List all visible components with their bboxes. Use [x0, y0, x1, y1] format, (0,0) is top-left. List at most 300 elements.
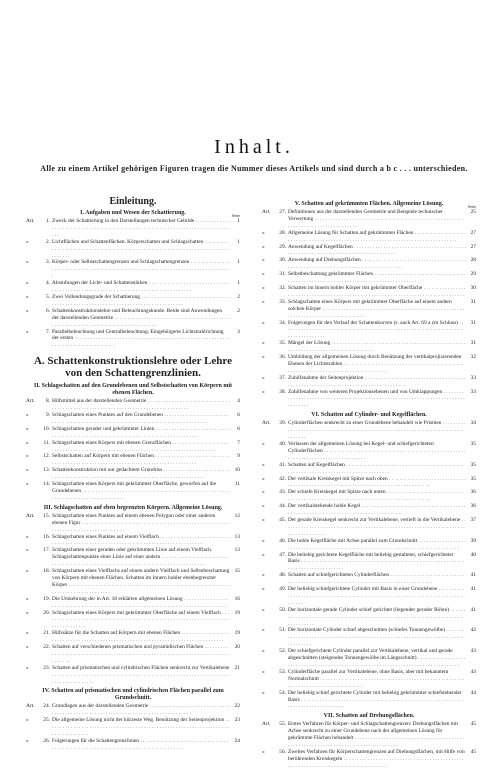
- toc-entry: [262, 420, 476, 441]
- entry-text: [288, 354, 466, 375]
- entry-page: 31: [470, 340, 476, 347]
- entry-number: 38.: [279, 388, 286, 395]
- entry-prefix: Art.: [262, 420, 271, 427]
- entry-prefix: »: [26, 609, 29, 616]
- entry-prefix: Art.: [262, 721, 271, 728]
- entry-title: Der vertikalstehende hohle Kegel . . .: [288, 503, 465, 516]
- entry-title: Schatten auf schiefgerichteten Cylinderflächen . . .: [288, 572, 465, 585]
- entry-prefix: »: [26, 644, 29, 651]
- entry-number: 21.: [43, 630, 50, 637]
- entry-page: 2: [237, 293, 240, 300]
- entry-number: 32.: [279, 284, 286, 291]
- entry-page: 42: [470, 627, 476, 634]
- entry-page: 12: [234, 512, 240, 519]
- entry-prefix: »: [26, 453, 29, 460]
- entry-title: Schlagschatten eines Körpers mit gekrümmter Oberfläche auf einem Vielflach . . .: [52, 610, 229, 630]
- entry-prefix: »: [26, 630, 29, 637]
- entry-prefix: »: [26, 307, 29, 314]
- entry-title: Selbstschatten auf Körpern mit ebenen Flächen . . .: [52, 453, 229, 466]
- entry-number: 46.: [279, 537, 286, 544]
- entry-text: [288, 271, 466, 285]
- entry-number: 54.: [279, 689, 286, 696]
- entry-number: 25.: [43, 717, 50, 724]
- entry-number: 52.: [279, 648, 286, 655]
- entry-title: Schatten auf prismatischen und cylindrischen Flächen senkrecht zur Vertikalebene . . .: [52, 665, 229, 685]
- entry-page: 31: [470, 319, 476, 326]
- toc-entry: [26, 596, 240, 610]
- entry-prefix: Art.: [26, 398, 35, 405]
- entry-text: [52, 703, 230, 717]
- entry-text: [52, 440, 230, 454]
- entry-prefix: »: [26, 259, 29, 266]
- entry-title: Der horizontale gerade Cylinder schief gerichtet (liegender gerader Röhre) . . .: [288, 607, 465, 627]
- entry-text: [288, 517, 466, 538]
- part-a-heading: A. Schattenkonstruktionslehre oder Lehre von den Schattengrenzlinien.: [33, 355, 232, 380]
- entry-title: Schatten auf verschiedenen prismatischen und pyramidischen Flächen . . .: [52, 644, 229, 664]
- entry-text: [288, 209, 466, 230]
- entry-text: [288, 462, 466, 476]
- entry-title: Abstufungen der Licht- und Schattenstärken . . .: [52, 280, 228, 293]
- toc-entry: [262, 489, 476, 503]
- toc-entry: [262, 375, 476, 389]
- entry-prefix: »: [26, 481, 29, 488]
- entry-number: 26.: [43, 738, 50, 744]
- entry-text: [52, 717, 230, 738]
- entry-title: Körper- oder Selbstschattengrenzen und Schlagschattengrenzen . . .: [52, 259, 230, 279]
- entry-text: [288, 669, 466, 690]
- entry-prefix: »: [26, 568, 29, 575]
- section-heading: III. Schlagschatten auf eben begrenzten Körpern. Allgemeine Lösung.: [43, 504, 223, 511]
- entry-number: 28.: [279, 229, 286, 236]
- toc-entry: [26, 534, 240, 548]
- entry-text: [288, 586, 466, 607]
- entry-prefix: »: [262, 229, 265, 236]
- entry-prefix: »: [262, 271, 265, 278]
- entry-page: 45: [470, 748, 476, 755]
- entry-page: 1: [237, 259, 240, 266]
- entry-title: Die Umkehrung der in Art. 18 erklärten allgemeinen Lösung . . .: [52, 596, 229, 609]
- entry-title: Parallelbeleuchtung und Centralbeleuchtung. Eingebürgerte Lichtstrahlrichtung der ersten . . .: [52, 329, 229, 349]
- entry-number: 33.: [279, 298, 286, 305]
- entry-title: Definitionen aus der darstellenden Geometrie und Beispiele technischer Verwertung . . .: [288, 209, 464, 229]
- entry-page: 33: [470, 388, 476, 395]
- entry-title: Hilfssätze für die Schatten auf Körpern mit ebenen Flächen . . .: [52, 630, 229, 643]
- section-heading: IV. Schatten auf prismatischen und cylindrischen Flächen parallel zum Grundschnitt.: [42, 688, 224, 702]
- entry-page: 16: [234, 595, 240, 602]
- toc-entry: [262, 441, 476, 462]
- entry-prefix: »: [26, 412, 29, 419]
- toc-entry: [262, 607, 476, 628]
- entry-number: 16.: [43, 533, 50, 540]
- entry-number: 48.: [279, 572, 286, 579]
- entry-title: Schlagschatten einer geraden oder gekrümmten Linie auf einem Vielflach. Schlagschattenpunkte einer Linie auf einer andern . . .: [52, 547, 228, 567]
- toc-entry: [26, 467, 240, 481]
- entry-number: 7.: [45, 328, 50, 335]
- toc-entry: [262, 244, 476, 258]
- entry-page: 32: [470, 354, 476, 361]
- entry-prefix: »: [262, 319, 265, 326]
- entry-page: 36: [470, 503, 476, 510]
- entry-text: [52, 568, 230, 596]
- entry-title: Allgemeine Lösung für Schatten auf gekrümmten Flächen . . .: [288, 230, 465, 243]
- entry-number: 3.: [45, 259, 50, 266]
- entry-number: 2.: [45, 238, 50, 245]
- entry-title: Folgerungen für die Schattengrenzlinien . . .: [52, 738, 228, 751]
- entry-title: Schatten auf Kegelflächen . . .: [288, 462, 463, 475]
- entry-number: 13.: [43, 467, 50, 474]
- entry-page: 27: [470, 229, 476, 236]
- entry-prefix: »: [262, 586, 265, 593]
- entry-prefix: »: [26, 717, 29, 724]
- entry-page: 1: [237, 218, 240, 224]
- entry-title: Schlagschatten eines Punktes auf einem ebenen Polygon oder einer anderen ebenen Figur . . .: [52, 513, 229, 533]
- entry-title: Folgerungen für den Verlauf der Schattenkurven (s. auch Art. 69 a zm Schluss) . . .: [288, 320, 465, 340]
- toc-entry: [26, 547, 240, 568]
- toc-entry: [262, 690, 476, 711]
- entry-title: Lichtflächen und Schattenflächen. Körperschatten und Schlagschatten . . .: [52, 239, 229, 259]
- entry-number: 29.: [279, 243, 286, 250]
- entry-prefix: »: [26, 425, 29, 432]
- entry-number: 31.: [279, 271, 286, 278]
- entry-title: Grundlagen aus der darstellenden Geometrie . . .: [52, 703, 229, 716]
- entry-page: 11: [234, 481, 240, 488]
- entry-prefix: »: [262, 340, 265, 347]
- entry-prefix: »: [26, 533, 29, 540]
- section-heading: II. Schlagschatten auf den Grundebenen und Selbstschatten von Körpern mit ebenen Flächen.: [33, 383, 233, 397]
- entry-text: [288, 572, 466, 586]
- entry-title: Der schiefgerichtete Cylinder parallel zur Vertikalebene, vertikal und gerade abgeschnitten (steigendes Tonnengewölbe im Längsschnitt) . . .: [288, 648, 465, 668]
- entry-title: Verlassen der allgemeinen Lösung bei Kegel- und schiefgerichteten Cylinderflächen . . .: [288, 441, 466, 461]
- entry-title: Zuhilfenahme von weiteren Projektionsebenen und von Umklappungen . . .: [288, 389, 465, 409]
- entry-prefix: »: [262, 354, 265, 361]
- entry-title: Der vertikale Kreiskegel mit Spitze nach oben . . .: [288, 476, 466, 489]
- entry-number: 23.: [43, 664, 50, 671]
- entry-number: 10.: [43, 425, 50, 432]
- entry-page: 35: [470, 475, 476, 482]
- entry-number: 15.: [43, 512, 50, 519]
- entry-page: 1: [237, 280, 240, 287]
- seite-label: Seite: [468, 204, 476, 209]
- entry-number: 40.: [279, 441, 286, 447]
- entry-text: [288, 538, 466, 552]
- entry-page: 22: [234, 703, 240, 710]
- entry-page: 41: [470, 572, 476, 579]
- entry-page: 19: [234, 609, 240, 616]
- entry-text: [288, 721, 466, 749]
- entry-number: 53.: [279, 668, 286, 675]
- entry-prefix: »: [26, 328, 29, 335]
- entry-title: Schlagschatten eines Körpers mit ebenen Grenzflächen . . .: [52, 440, 228, 453]
- entry-number: 41.: [279, 461, 286, 468]
- entry-number: 43.: [279, 489, 286, 496]
- entry-text: [52, 644, 230, 665]
- entry-page: 2: [237, 307, 240, 314]
- entry-page: 29: [470, 271, 476, 278]
- entry-number: 44.: [279, 503, 286, 510]
- entry-prefix: »: [26, 467, 29, 474]
- entry-text: [52, 239, 230, 260]
- entry-title: Schattenkonstruktionslehre und Beleuchtungskunde. Beide sind Anwendungen der darstellenden Geometrie . . .: [52, 308, 229, 328]
- entry-number: 47.: [279, 551, 286, 558]
- entry-text: [288, 607, 466, 628]
- entry-text: [52, 329, 230, 350]
- entry-prefix: »: [262, 461, 265, 468]
- entry-prefix: »: [262, 748, 265, 755]
- entry-number: 18.: [43, 568, 50, 575]
- toc-entry: [26, 630, 240, 644]
- entry-page: 25: [470, 209, 476, 215]
- entry-prefix: »: [262, 668, 265, 675]
- section-heading: V. Schatten auf gekrümmten Flächen. Allgemeine Lösung.: [294, 201, 444, 207]
- entry-page: 43: [470, 668, 476, 675]
- entry-text: [288, 340, 466, 354]
- toc-entry: [262, 572, 476, 586]
- toc-entry: [26, 568, 240, 596]
- entry-text: [52, 426, 230, 440]
- entry-title: Schlagschatten eines Körpers mit gekrümmter Oberfläche auf einem andern solchen Körper . . .: [288, 299, 464, 319]
- entry-title: Cylinderfläche parallel zur Vertikalebene, ohne Basis, aber mit bekanntem Normalschnitt . . .: [288, 669, 464, 689]
- entry-text: [52, 513, 230, 534]
- entry-prefix: »: [262, 243, 265, 250]
- entry-text: [52, 398, 230, 412]
- entry-prefix: »: [262, 551, 265, 558]
- toc-entry: [26, 218, 240, 239]
- entry-number: 51.: [279, 627, 286, 634]
- entry-number: 1.: [45, 218, 50, 224]
- entry-prefix: Art.: [26, 218, 35, 224]
- entry-prefix: »: [26, 547, 29, 554]
- left-column: [26, 196, 240, 752]
- toc-entry: [262, 749, 476, 770]
- toc-entry: [26, 280, 240, 294]
- toc-entry: [26, 239, 240, 260]
- entry-title: Anwendung auf Kegelflächen . . .: [288, 244, 466, 257]
- entry-text: [288, 503, 466, 517]
- entry-prefix: »: [262, 572, 265, 579]
- entry-text: [288, 441, 466, 462]
- entry-title: Schatten im Innern hohler Körper mit gekrümmter Oberfläche . . .: [288, 285, 465, 298]
- entry-title: Umbildung der allgemeinen Lösung durch Benützung der vertikalprojizierenden Ebenen der Lichtstrahlen . . .: [288, 354, 463, 374]
- entry-prefix: »: [262, 503, 265, 510]
- entry-number: 27.: [279, 209, 286, 215]
- entry-prefix: »: [26, 439, 29, 446]
- entry-page: 40: [470, 551, 476, 558]
- entry-text: [288, 230, 466, 244]
- entry-prefix: Art.: [26, 703, 35, 710]
- entry-prefix: »: [262, 388, 265, 395]
- entry-text: [52, 294, 230, 308]
- entry-page: 7: [237, 439, 240, 446]
- entry-text: [52, 259, 230, 280]
- entry-prefix: »: [262, 374, 265, 381]
- entry-title: Die allgemeine Lösung nicht der kürzeste Weg. Benützung der Seitenprojektion . . .: [52, 717, 230, 737]
- entry-page: 6: [237, 412, 240, 419]
- entry-number: 11.: [43, 439, 50, 446]
- entry-page: 41: [470, 586, 476, 593]
- toc-entry: [26, 481, 240, 502]
- toc-entry: [26, 308, 240, 329]
- toc-entry: [26, 610, 240, 631]
- entry-prefix: »: [262, 489, 265, 496]
- entry-text: [52, 218, 230, 239]
- entry-title: Der horizontale Cylinder schief abgeschnitten (schiefes Tonnengewölbe) . . .: [288, 627, 465, 647]
- toc-entry: [26, 440, 240, 454]
- entry-page: 23: [234, 717, 240, 724]
- toc-entry: [262, 257, 476, 271]
- entry-text: [52, 738, 230, 752]
- toc-entry: [262, 271, 476, 285]
- entry-text: [52, 467, 230, 481]
- entry-title: Zweck der Schattierung in den Darstellungen technischer Gebilde . . .: [52, 218, 229, 238]
- entry-page: 21: [234, 664, 240, 671]
- entry-number: 49.: [279, 586, 286, 593]
- toc-entry: [262, 209, 476, 230]
- entry-prefix: »: [262, 606, 265, 613]
- entry-number: 9.: [45, 412, 50, 419]
- entry-page: 45: [470, 721, 476, 728]
- entry-page: 30: [470, 284, 476, 291]
- entry-prefix: »: [262, 441, 265, 447]
- entry-page: 4: [237, 398, 240, 405]
- entry-number: 30.: [279, 257, 286, 264]
- entry-number: 39.: [279, 420, 286, 427]
- entry-prefix: »: [26, 664, 29, 671]
- entry-number: 4.: [45, 280, 50, 287]
- entry-text: [288, 690, 466, 711]
- entry-title: Schlagschatten eines Körpers mit gekrümmter Oberfläche, geworfen auf die Grundebenen . . .: [52, 481, 229, 501]
- entry-text: [288, 257, 466, 271]
- toc-entry: [262, 462, 476, 476]
- entry-text: [52, 481, 230, 502]
- section-heading: I. Aufgaben und Wesen der Schattierung.: [80, 210, 186, 216]
- entry-text: [288, 244, 466, 258]
- right-column: [262, 198, 476, 770]
- entry-title: Schattenkonstruktion mit nur gedachtem Grundriss . . .: [52, 467, 230, 480]
- entry-text: [288, 627, 466, 648]
- entry-prefix: »: [26, 293, 29, 300]
- entry-text: [52, 547, 230, 568]
- entry-text: [52, 453, 230, 467]
- entry-title: Selbstbeschattung gekrümmter Flächen . . .: [288, 271, 465, 284]
- toc-entry: [26, 294, 240, 308]
- entry-text: [288, 749, 466, 770]
- right-sections: [262, 201, 476, 770]
- entry-page: 15: [234, 568, 240, 575]
- entry-page: 3: [237, 328, 240, 335]
- entry-title: Der gerade Kreiskegel senkrecht zur Vertikalebene, vertieft in die Vertikalebene . . .: [288, 517, 466, 537]
- entry-text: [52, 665, 230, 686]
- entry-page: 27: [470, 243, 476, 250]
- toc-entry: [26, 329, 240, 350]
- entry-page: 34: [470, 420, 476, 427]
- entry-number: 37.: [279, 374, 286, 381]
- toc-entry: [26, 665, 240, 686]
- entry-prefix: Art.: [262, 209, 271, 215]
- toc-entry: [262, 230, 476, 244]
- entry-text: [288, 552, 466, 573]
- entry-page: 9: [237, 453, 240, 460]
- toc-entry: [262, 476, 476, 490]
- entry-title: Der beliebig schief gerichtete Cylinder mit beliebig gekrümmter schiefstehender Basis . . .: [288, 690, 464, 710]
- toc-entry: [262, 538, 476, 552]
- entry-prefix: Art.: [26, 512, 35, 519]
- entry-page: 20: [234, 644, 240, 651]
- entry-prefix: »: [26, 238, 29, 245]
- entry-text: [52, 308, 230, 329]
- entry-title: Anwendung auf Drehungsflächen . . .: [288, 257, 466, 270]
- entry-title: Der schiefe Kreiskegel mit Spitze nach unten . . .: [288, 489, 464, 502]
- toc-entry: [262, 627, 476, 648]
- entry-prefix: »: [26, 595, 29, 602]
- entry-number: 5.: [45, 293, 50, 300]
- entry-page: 1: [237, 238, 240, 245]
- entry-page: 13: [234, 533, 240, 540]
- entry-title: Schlagschatten gerader und gekrümmter Linien . . .: [52, 426, 230, 439]
- entry-page: 10: [234, 467, 240, 474]
- entry-number: 22.: [43, 644, 50, 651]
- entry-title: Zuhilfenahme der Seitenprojektion . . .: [288, 375, 466, 388]
- entry-title: Schlagschatten eines Punktes auf den Grundebenen . . .: [52, 412, 228, 425]
- entry-prefix: »: [26, 738, 29, 744]
- entry-prefix: »: [262, 689, 265, 696]
- toc-entry: [262, 517, 476, 538]
- toc-entry: [26, 513, 240, 534]
- entry-number: 8.: [45, 398, 50, 405]
- section-heading: VI. Schatten auf Cylinder- und Kegelflächen.: [311, 412, 427, 419]
- left-sections-1: [26, 210, 240, 349]
- toc-entry: [262, 586, 476, 607]
- toc-entry: [26, 453, 240, 467]
- entry-page: 19: [234, 630, 240, 637]
- entry-title: Die hohle Kegelfläche mit Achse parallel zum Grundschnitt . . .: [288, 538, 466, 551]
- toc-entry: [26, 703, 240, 717]
- entry-title: Der beliebig schiefgerichtete Cylinder mit Basis in einer Grundebene . . .: [288, 586, 465, 606]
- entry-title: Zwei Vollendungsgrade der Schattierung . . .: [52, 294, 229, 307]
- seite-label: Seite: [232, 213, 240, 218]
- toc-entry: [26, 426, 240, 440]
- entry-prefix: »: [262, 475, 265, 482]
- entry-text: [288, 389, 466, 410]
- entry-number: 19.: [43, 595, 50, 602]
- entry-title: Schlagschatten eines Punktes auf einem Vielflach . . .: [52, 534, 229, 547]
- toc-entry: [262, 299, 476, 320]
- entry-page: 41: [470, 606, 476, 613]
- introduction-heading: Einleitung.: [109, 196, 157, 207]
- entry-number: 20.: [43, 609, 50, 616]
- entry-number: 6.: [45, 307, 50, 314]
- entry-number: 24.: [43, 703, 50, 710]
- entry-prefix: »: [26, 280, 29, 287]
- entry-title: Die beliebig gerichtete Kegelfläche mit beliebig gestalteter, schiefgerichteter Basis . . .: [288, 552, 464, 572]
- toc-entry: [26, 738, 240, 752]
- entry-prefix: »: [262, 648, 265, 655]
- page-title: Inhalt.: [214, 136, 294, 158]
- entry-title: Hilfsmittel aus der darstellenden Geometrie . . .: [52, 398, 230, 411]
- toc-entry: [262, 389, 476, 410]
- entry-text: [288, 375, 466, 389]
- entry-text: [288, 320, 466, 341]
- left-sections-2: [26, 383, 240, 752]
- entry-prefix: »: [262, 257, 265, 264]
- toc-entry: [26, 259, 240, 280]
- entry-number: 17.: [43, 547, 50, 554]
- entry-page: 43: [470, 648, 476, 655]
- entry-title: Erstes Verfahren für Körper- und Schlagschattengrenzen: Drehungsflächen mit Achse senkrecht zu einer Grundebene nach der allgemeinen Lösung für gekrümmte Flächen behandelt . . .: [288, 721, 464, 748]
- entry-number: 12.: [43, 453, 50, 460]
- toc-entry: [262, 320, 476, 341]
- entry-text: [52, 412, 230, 426]
- entry-page: 13: [234, 547, 240, 554]
